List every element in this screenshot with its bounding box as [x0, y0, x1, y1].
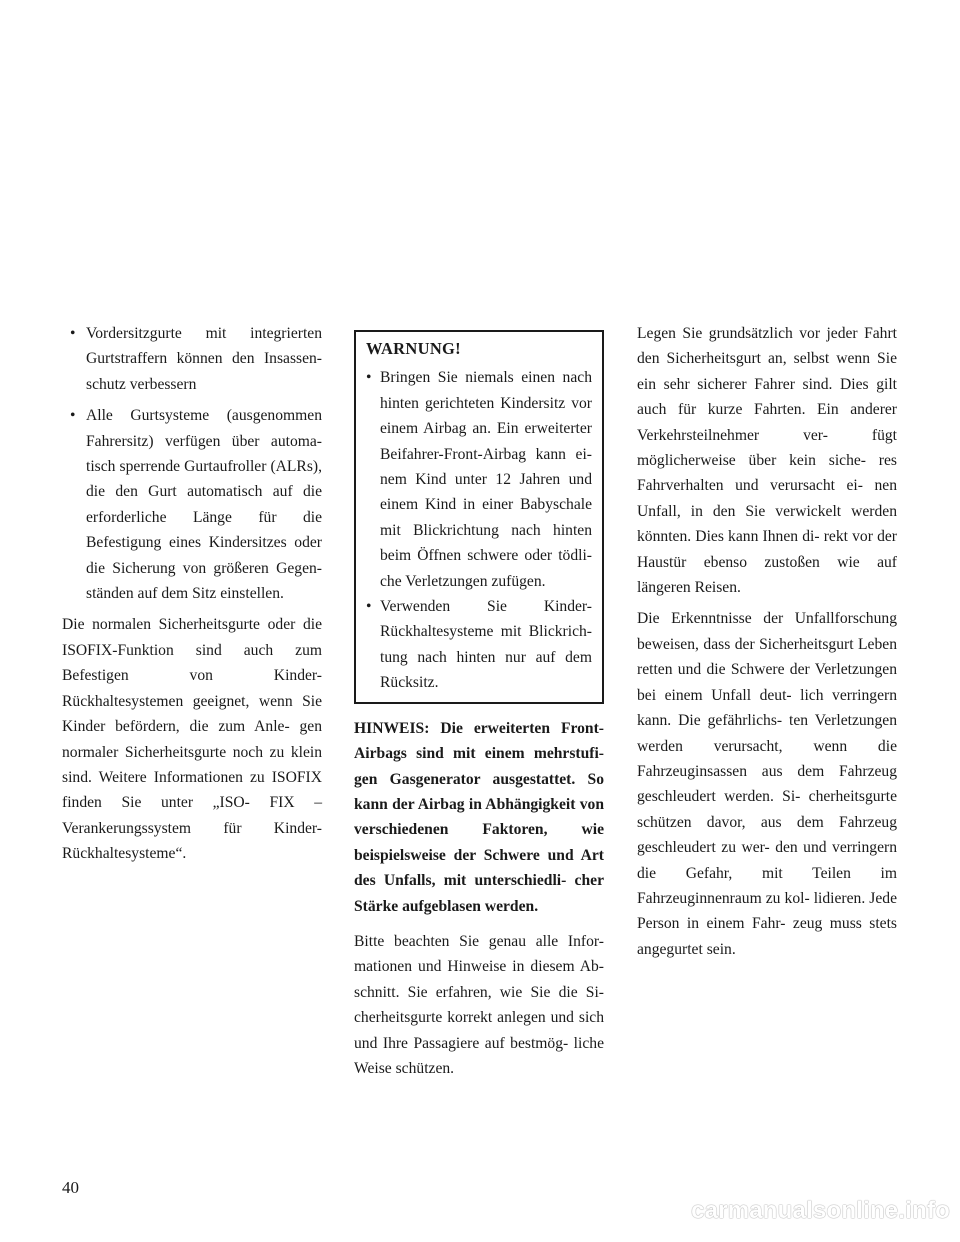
bullet-icon: • [366, 369, 372, 387]
warning-title: WARNUNG! [366, 339, 461, 358]
warning-box [354, 330, 604, 704]
body-paragraph: Bitte beachten Sie genau alle Infor- mationen und Hinweise in diesem Ab- schnitt. Sie erfahren, wie Sie die Si- cherheitsgurte korrekt anlegen und sich und Ihre Passagiere auf bestmög- liche Weise schützen. [354, 932, 604, 1077]
warning-bullet-text: Bringen Sie niemals einen nach hinten gerichteten Kindersitz vor einem Airbag an. Ein erweiterter Beifahrer-Front-Airbag kann ei- nem Kind unter 12 Jahren und einem Kind in einer Babyschale mit Blickrichtung nach hinten beim Öffnen schwere oder tödli- che Verletzungen zufügen. [380, 369, 592, 590]
page-number: 40 [62, 1178, 79, 1197]
left-column [62, 321, 322, 873]
bullet-text: Alle Gurtsysteme (ausgenommen Fahrersitz) verfügen über automa- tisch sperrende Gurtaufroller (ALRs), die den Gurt automatisch auf die erforderliche Länge für die Befestigung eines Kindersitzes oder die Sicherung von größeren Gegen- ständen auf dem Sitz einstellen. [86, 407, 322, 603]
note-paragraph: HINWEIS: Die erweiterten Front- Airbags sind mit einem mehrstufi- gen Gasgenerator ausgestattet. So kann der Airbag in Abhängigkeit von verschiedenen Faktoren, wie beispielsweise der Schwere und Art des Unfalls, mit unterschiedli- cher Stärke aufgeblasen werden. [354, 719, 604, 915]
bullet-item [62, 321, 322, 397]
bullet-icon: • [70, 407, 76, 425]
warning-bullet-list [366, 365, 592, 695]
body-paragraph: Legen Sie grundsätzlich vor jeder Fahrt den Sicherheitsgurt an, selbst wenn Sie ein sehr sicherer Fahrer sind. Dies gilt auch für kurze Fahrten. Ein anderer Verkehrsteilnehmer ver- fügt möglicherweise über kein siche- res Fahrverhalten und verursacht ei- nen Unfall, in den Sie verwickelt werden könnten. Dies kann Ihnen di- rekt vor der Haustür ebenso zustoßen wie auf längeren Reisen. [637, 325, 897, 597]
body-paragraph: Die Erkenntnisse der Unfallforschung beweisen, dass der Sicherheitsgurt Leben retten und die Schwere der Verletzungen bei einem Unfall deut- lich verringern kann. Die gefährlichs- ten Verletzungen werden verursacht, wenn die Fahrzeuginsassen aus dem Fahrzeug geschleudert werden. Si- cherheitsgurte schützen davor, aus dem Fahrzeug geschleudert zu wer- den und verringern die Gefahr, mit Teilen im Fahrzeuginnenraum zu kol- lidieren. Jede Person in einem Fahr- zeug muss stets angegurtet sein. [637, 610, 897, 958]
body-paragraph: Die normalen Sicherheitsgurte oder die ISOFIX-Funktion sind auch zum Befestigen von Kinder- Rückhaltesystemen geeignet, wenn Sie Kinder befördern, die zum Anle- gen normaler Sicherheitsgurte noch zu klein sind. Weitere Informationen zu ISOFIX finden Sie unter „ISO- FIX – Verankerungssystem für Kinder-Rückhaltesysteme“. [62, 616, 322, 863]
middle-column [354, 321, 604, 1087]
bullet-text: Vordersitzgurte mit integrierten Gurtstraffern können den Insassen- schutz verbessern [86, 325, 322, 393]
warning-bullet-text: Verwenden Sie Kinder- Rückhaltesysteme mit Blickrich- tung nach hinten nur auf dem Rücksitz. [380, 598, 592, 692]
bullet-item [62, 403, 322, 606]
right-column [637, 321, 897, 968]
feature-bullet-list [62, 321, 322, 606]
warning-bullet-item [366, 365, 592, 594]
bullet-icon: • [70, 325, 76, 342]
bullet-icon: • [366, 598, 372, 616]
watermark: carmanualsonline.info [691, 1197, 950, 1224]
warning-bullet-item [366, 594, 592, 696]
